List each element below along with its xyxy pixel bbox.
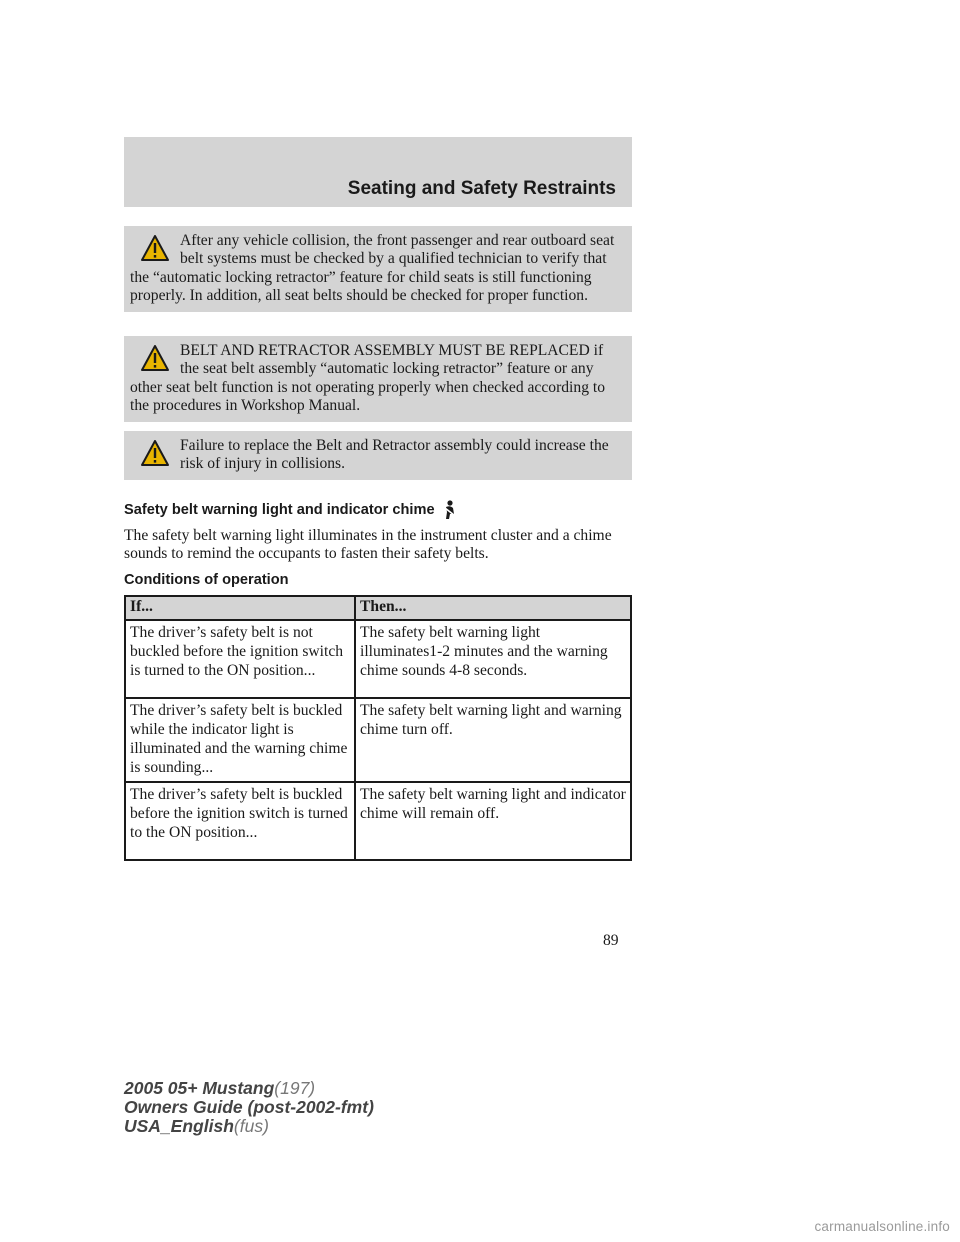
warning-icon [140,344,170,372]
table-cell-if: The driver’s safety belt is buckled before the ignition switch is turned to the ON position... [125,782,355,860]
warning-icon [140,439,170,467]
warning-text: Failure to replace the Belt and Retractor assembly could increase the risk of injury in collisions. [180,437,609,473]
watermark: carmanualsonline.info [814,1219,950,1234]
warning-box-3 [124,431,632,480]
table-cell-if: The driver’s safety belt is not buckled before the ignition switch is turned to the ON position... [125,620,355,698]
section-heading [124,500,457,520]
warning-icon [140,234,170,262]
warning-box-1 [124,226,632,312]
footer-line-1 [124,1079,374,1098]
header-band [124,137,632,207]
section-body: The safety belt warning light illuminates in the instrument cluster and a chime sounds to remind the occupants to fasten their safety belts. [124,527,612,563]
table-cell-if: The driver’s safety belt is buckled while the indicator light is illuminated and the warning chime is sounding... [125,698,355,782]
column-header-then: Then... [355,596,631,620]
section-heading-text: Safety belt warning light and indicator chime [124,502,435,518]
footer-guide: Owners Guide (post-2002-fmt) [124,1097,374,1117]
table-row [125,620,631,698]
column-header-if: If... [125,596,355,620]
warning-text: BELT AND RETRACTOR ASSEMBLY MUST BE REPLACED if the seat belt assembly “automatic locking retractor” feature or any other seat belt function is not operating properly when checked according to the procedures in Workshop Manual. [130,342,606,415]
warning-text: After any vehicle collision, the front passenger and rear outboard seat belt systems must be checked by a qualified technician to verify that the “automatic locking retractor” feature for child seats is still functioning properly. In addition, all seat belts should be checked for proper function. [130,232,615,305]
footer-model-code: (197) [274,1078,316,1098]
page-number: 89 [603,932,619,949]
warning-box-2 [124,336,632,422]
table-cell-then: The safety belt warning light illuminates1-2 minutes and the warning chime sounds 4-8 seconds. [355,620,631,698]
table-row [125,698,631,782]
footer-line-2 [124,1098,374,1117]
page-title: Seating and Safety Restraints [347,178,616,199]
table-cell-then: The safety belt warning light and indicator chime will remain off. [355,782,631,860]
document-footer [124,1079,374,1136]
table-row [125,782,631,860]
table-cell-then: The safety belt warning light and warning chime turn off. [355,698,631,782]
footer-model: 2005 05+ Mustang [124,1078,275,1098]
table-header-row [125,596,631,620]
seat-belt-icon [441,500,457,520]
footer-line-3 [124,1117,374,1136]
conditions-heading: Conditions of operation [124,572,289,588]
footer-language: USA_English [124,1116,234,1136]
conditions-table [124,595,632,861]
footer-language-code: (fus) [233,1116,269,1136]
